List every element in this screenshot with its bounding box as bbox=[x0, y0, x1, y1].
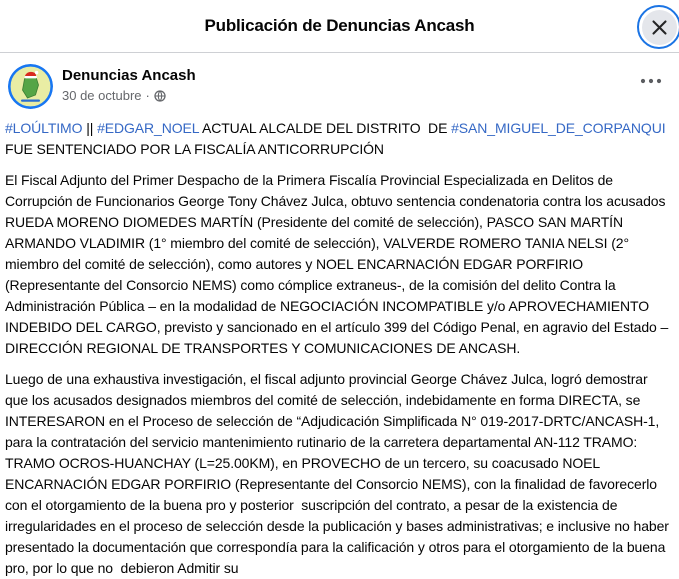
post-meta bbox=[62, 87, 196, 105]
author-name[interactable]: Denuncias Ancash bbox=[62, 67, 196, 84]
text-segment: || bbox=[82, 120, 98, 136]
hashtag-link[interactable]: #LOÚLTIMO bbox=[5, 120, 83, 136]
dialog-title: Publicación de Denuncias Ancash bbox=[204, 16, 475, 35]
post-options-button[interactable] bbox=[636, 74, 666, 88]
post-date[interactable]: 30 de octubre bbox=[62, 88, 142, 103]
post-paragraph bbox=[5, 170, 673, 359]
ellipsis-icon bbox=[640, 78, 662, 84]
text-segment: Luego de una exhaustiva investigación, el fiscal adjunto provincial George Chávez Julca, logró demostrar que los acusados designados miembros del comité de selección, indebidamente en forma DIRECTA, se INTERESARON en el Proceso de selección de “Adjudicación Simplificada N° 019-2017-DRTC/ANCASH-1, para la contratación del servicio mantenimiento rutinario de la carretera departamental AN-112 TRAMO: TRAMO OCROS-HUANCHAY (L=25.00KM), en PROVECHO de un tercero, su coacusado NOEL ENCARNACIÓN EDGAR PORFIRIO (Representante del Consorcio NEMS), con la finalidad de favorecerlo con el otorgamiento de la buena pro y posterior suscripción del contrato, a pesar de la existencia de irregularidades en el proceso de selección desde la publicación y bases administrativas; e inclusive no haber presentado la documentación que correspondía para la calificación y otros para el otorgamiento de la buena pro, por lo que no debieron Admitir su bbox=[5, 371, 673, 576]
close-button[interactable] bbox=[637, 5, 679, 49]
hashtag-link[interactable]: #EDGAR_NOEL bbox=[97, 120, 199, 136]
text-segment: ACTUAL ALCALDE DEL DISTRITO DE bbox=[198, 120, 452, 136]
text-segment: El Fiscal Adjunto del Primer Despacho de la Primera Fiscalía Provincial Especializada en Delitos de Corrupción de Funcionarios George Tony Chávez Julca, obtuvo sentencia condenatoria contra los acusados RUEDA MORENO DIOMEDES MARTÍN (Presidente del comité de selección), PASCO SAN MARTÍN ARMANDO VLADIMIR (1° miembro del comité de selección), VALVERDE ROMERO TANIA NELSI (2° miembro del comité de selección), como autores y NOEL ENCARNACIÓN EDGAR PORFIRIO (Representante del Consorcio NEMS) como cómplice extraneus-, de la comisión del delito Contra la Administración Pública – en la modalidad de NEGOCIACIÓN INCOMPATIBLE y/o APROVECHAMIENTO INDEBIDO DEL CARGO, previsto y sancionado en el artículo 399 del Código Penal, en agravio del Estado –DIRECCIÓN REGIONAL DE TRANSPORTES Y COMUNICACIONES DE ANCASH. bbox=[5, 172, 670, 356]
meta-separator: · bbox=[145, 88, 150, 103]
post-paragraph bbox=[5, 118, 673, 160]
close-button-circle bbox=[642, 10, 677, 45]
close-icon bbox=[651, 19, 668, 36]
text-segment: FUE SENTENCIADO POR LA FISCALÍA ANTICORRUPCIÓN bbox=[5, 120, 670, 157]
author-block bbox=[62, 64, 196, 105]
avatar[interactable] bbox=[8, 64, 53, 109]
post-text bbox=[0, 109, 679, 579]
post-header bbox=[0, 53, 679, 109]
dialog-header bbox=[0, 0, 679, 53]
post-paragraph bbox=[5, 369, 673, 579]
globe-icon bbox=[154, 90, 166, 102]
hashtag-link[interactable]: #SAN_MIGUEL_DE_CORPANQUI bbox=[451, 120, 666, 136]
